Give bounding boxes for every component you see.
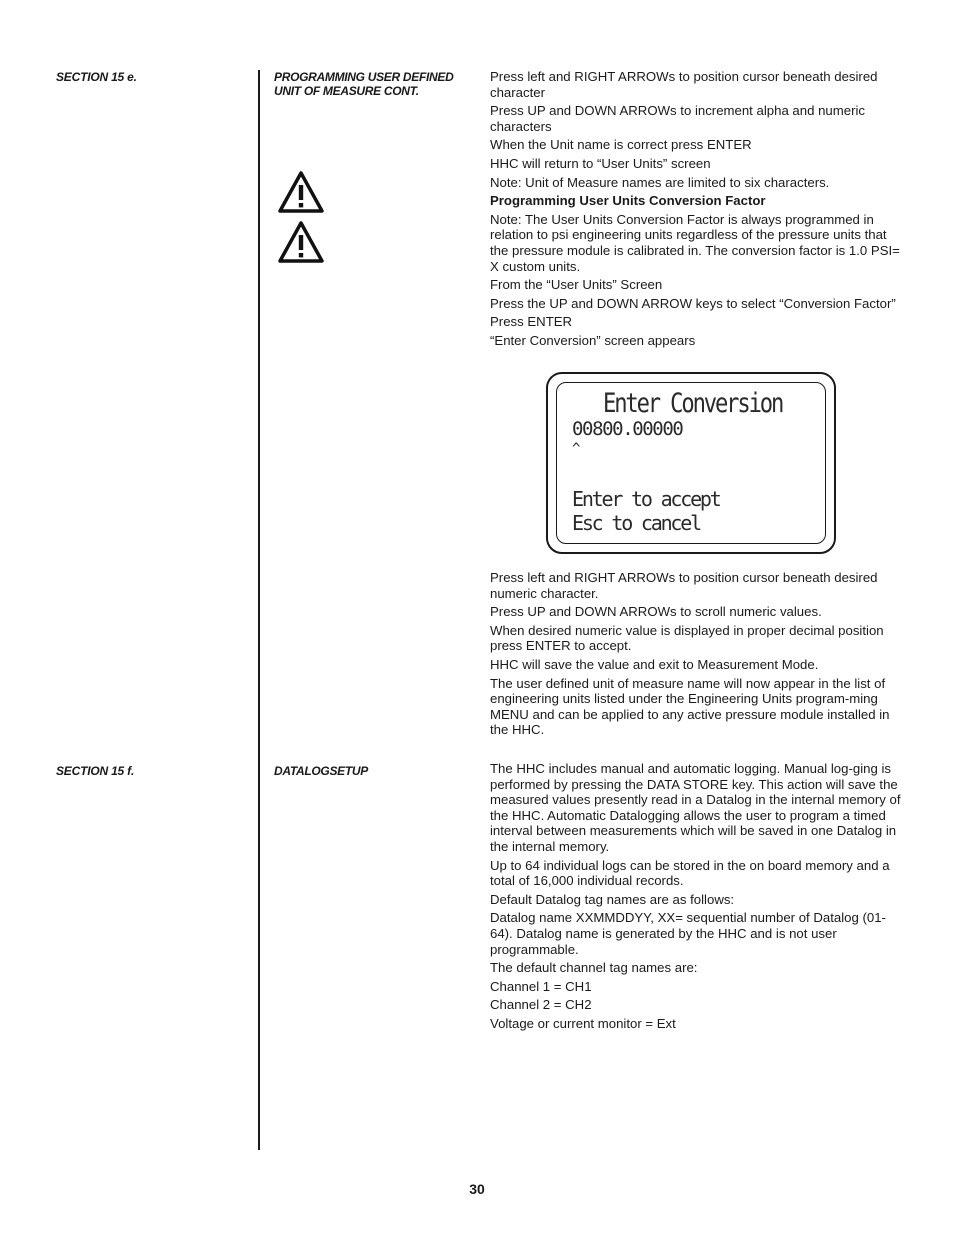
paragraph: The default channel tag names are: (490, 960, 698, 976)
paragraph: Press ENTER (490, 314, 573, 330)
paragraph: Press left and RIGHT ARROWs to position cursor beneath desired character (490, 69, 878, 100)
warning-icon (277, 170, 325, 214)
lcd-cursor: ^ (572, 441, 581, 457)
section-label-15f: SECTION 15 f. (56, 764, 135, 778)
section-title-15e (274, 70, 453, 98)
paragraph: When desired numeric value is displayed in proper decimal position press ENTER to accept. (490, 622, 884, 654)
column-divider (258, 70, 260, 1150)
lcd-cancel-line: Esc to cancel (572, 511, 700, 535)
lcd-accept-line: Enter to accept (572, 487, 720, 511)
section-15e-body-bottom (490, 570, 902, 741)
paragraph: From the “User Units” Screen (490, 277, 663, 293)
paragraph: Up to 64 individual logs can be stored in the on board memory and a total of 16,000 individual records. (490, 857, 890, 889)
paragraph: Default Datalog tag names are as follows: (490, 891, 735, 907)
section-label-15e: SECTION 15 e. (56, 70, 137, 84)
paragraph: Voltage or current monitor = Ext (490, 1015, 676, 1031)
section-15f-body (490, 761, 902, 1035)
lcd-title: Enter Conversion (603, 388, 783, 419)
section-title-line-1: PROGRAMMING USER DEFINED (274, 70, 454, 84)
paragraph: When the Unit name is correct press ENTER (490, 137, 752, 153)
paragraph: Press left and RIGHT ARROWs to position cursor beneath desired numeric character. (490, 570, 878, 601)
paragraph: HHC will return to “User Units” screen (490, 155, 711, 171)
paragraph: Press the UP and DOWN ARROW keys to select “Conversion Factor” (490, 295, 896, 311)
page-number: 30 (469, 1181, 485, 1197)
paragraph: Note: Unit of Measure names are limited to six characters. (490, 174, 830, 190)
paragraph: The user defined unit of measure name will now appear in the list of engineering units listed under the Engineering Units program-ming MENU and can be applied to any active pressure module installed in the HHC. (490, 675, 890, 738)
lcd-value: 00800.00000 (572, 418, 683, 440)
paragraph: Press UP and DOWN ARROWs to increment alpha and numeric characters (490, 103, 866, 134)
section-title-15f: DATALOGSETUP (274, 764, 368, 778)
paragraph: Channel 1 = CH1 (490, 978, 592, 994)
paragraph: Press UP and DOWN ARROWs to scroll numeric values. (490, 604, 822, 620)
paragraph: Channel 2 = CH2 (490, 997, 592, 1013)
paragraph: Datalog name XXMMDDYY, XX= sequential number of Datalog (01-64). Datalog name is generated by the HHC and is not user programmable. (490, 910, 886, 957)
lcd-screen (546, 372, 836, 554)
paragraph: The HHC includes manual and automatic logging. Manual log-ging is performed by pressing the DATA STORE key. This action will save the measured values presently read in a Datalog in the internal memory of the HHC. Automatic Datalogging allows the user to program a timed interval between measurements which will be saved in one Datalog in the internal memory. (490, 761, 901, 854)
section-title-line-2: UNIT OF MEASURE CONT. (274, 84, 419, 98)
lcd-screen-inner (556, 382, 826, 544)
paragraph: HHC will save the value and exit to Measurement Mode. (490, 656, 819, 672)
section-15e-body-top (490, 69, 902, 352)
paragraph: “Enter Conversion” screen appears (490, 332, 696, 348)
warning-icon (277, 220, 325, 264)
subheading: Programming User Units Conversion Factor (490, 193, 766, 209)
paragraph: Note: The User Units Conversion Factor is always programmed in relation to psi engineering units regardless of the pressure units that the pressure module is calibrated in. The conversion factor is 1.0 PSI= X custom units. (490, 211, 900, 274)
